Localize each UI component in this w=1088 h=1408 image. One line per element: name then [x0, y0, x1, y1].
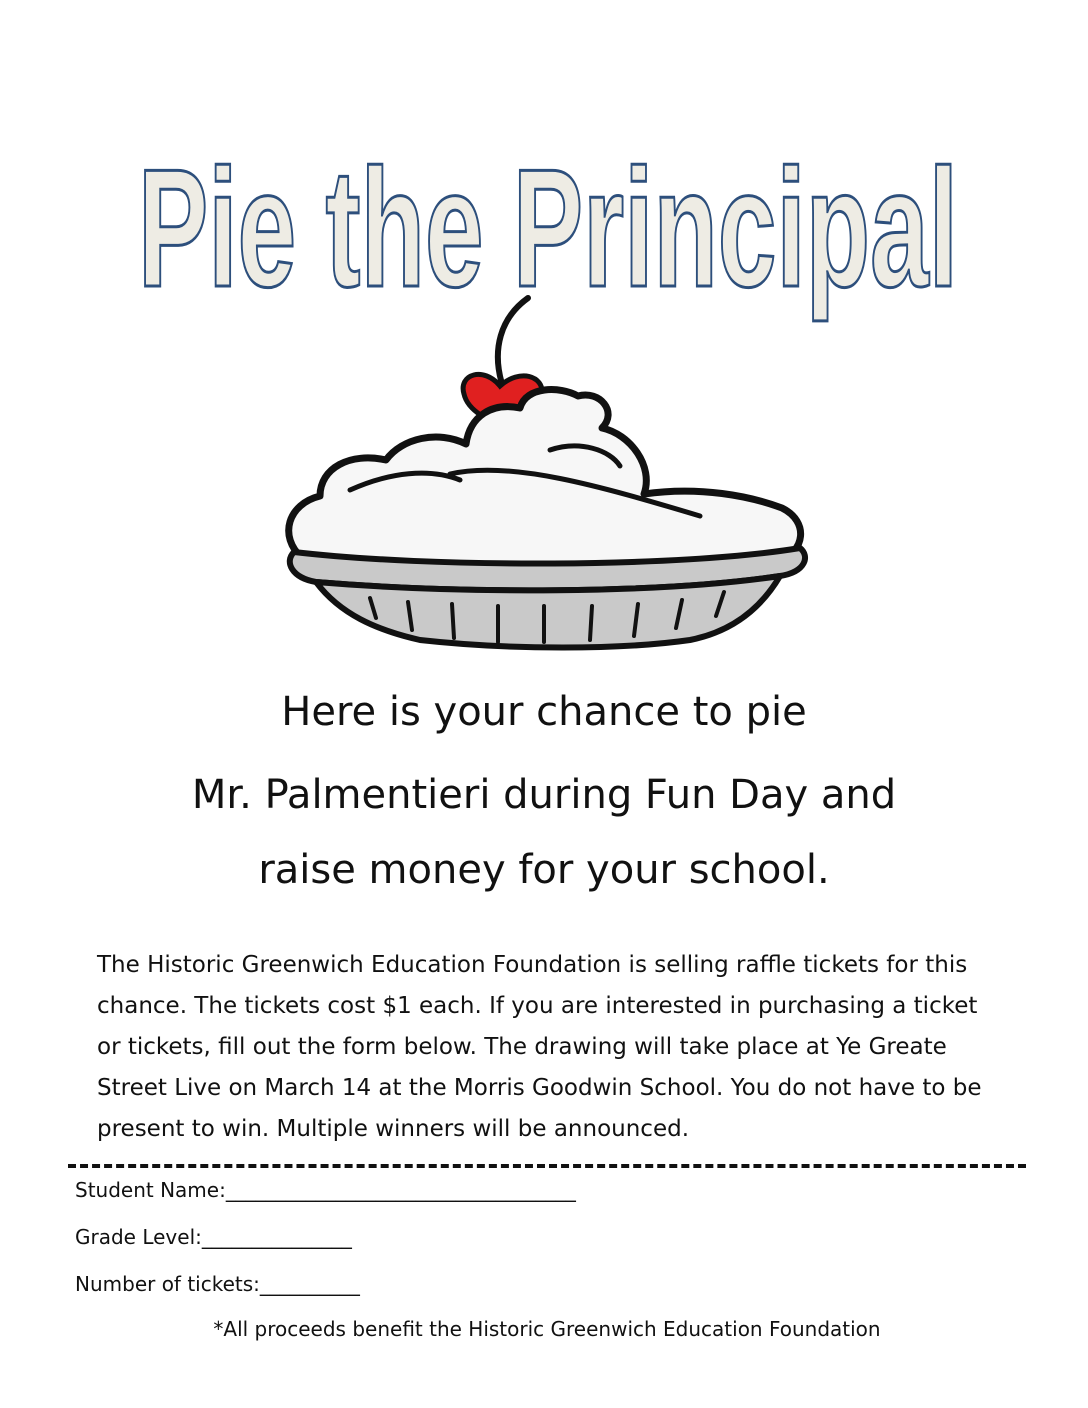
- student-name-field[interactable]: Student Name:___________________________________: [75, 1178, 576, 1202]
- description-line: chance. The tickets cost $1 each. If you are interested in purchasing a ticket: [97, 993, 978, 1019]
- cut-here-divider: [68, 1164, 1026, 1168]
- headline-line-2: Mr. Palmentieri during Fun Day and: [191, 772, 897, 818]
- description-line: The Historic Greenwich Education Foundation is selling raffle tickets for this: [97, 952, 968, 978]
- description-line: present to win. Multiple winners will be announced.: [97, 1116, 690, 1142]
- description-line: or tickets, fill out the form below. The drawing will take place at Ye Greate: [97, 1034, 947, 1060]
- cream-pie-with-cherry-icon: [280, 290, 820, 660]
- description-line: Street Live on March 14 at the Morris Goodwin School. You do not have to be: [97, 1075, 982, 1101]
- headline-line-1: Here is your chance to pie: [281, 689, 807, 735]
- flyer-title-text: Pie the Principal: [138, 134, 958, 322]
- proceeds-footnote: *All proceeds benefit the Historic Greenwich Education Foundation: [213, 1317, 881, 1341]
- grade-level-field[interactable]: Grade Level:_______________: [75, 1225, 352, 1249]
- headline-line-3: raise money for your school.: [258, 847, 830, 893]
- number-of-tickets-field[interactable]: Number of tickets:__________: [75, 1272, 360, 1296]
- raffle-description: [97, 945, 1037, 1150]
